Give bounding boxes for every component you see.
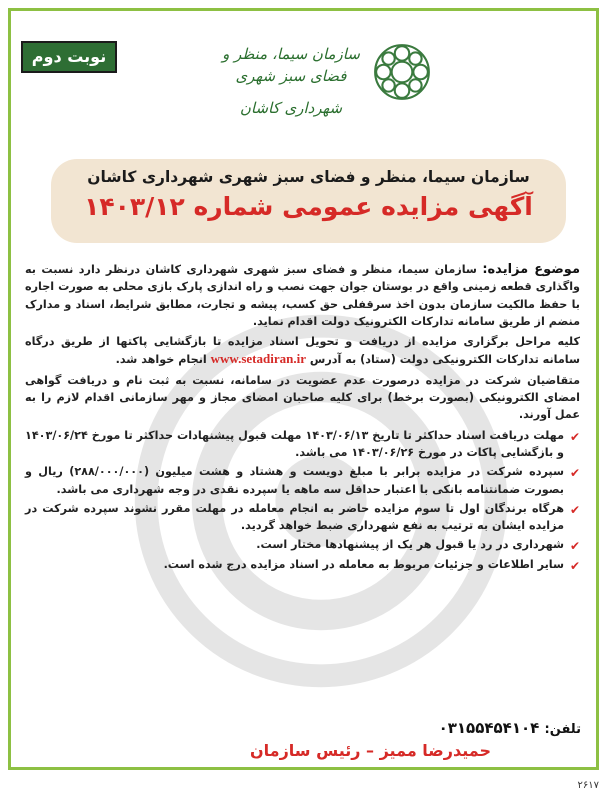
signature: حمیدرضا ممیز – رئیس سازمان [250,741,491,760]
organization-title: سازمان سیما، منظر و فضای سبز شهری شهرداری کاشان [87,168,530,186]
check-icon: ✔ [569,539,580,554]
reference-number: ۲۶۱۷ [577,780,599,791]
list-item: ✔ مهلت دریافت اسناد حداکثر تا تاریخ ۱۴۰۳/۰۶/۱۳ مهلت قبول پیشنهادات حداکثر تا مورخ ۱۴۰۳/۰۶/۲۴ و بازگشایی پاکات در مورخ ۱۴۰۳/۰۶/۲۶ می باشد. [25,428,580,459]
logo-municipality-name: شهرداری کاشان [239,99,343,117]
list-item: ✔ سایر اطلاعات و جزئیات مربوط به معامله در اسناد مزایده درج شده است. [25,556,580,573]
check-icon: ✔ [569,429,580,444]
notice-frame [8,8,599,770]
organization-logo-icon [371,41,433,103]
phone-number: ۰۳۱۵۵۴۵۴۱۰۴ [438,719,540,737]
notice-title: آگهی مزایده عمومی شماره ۱۴۰۳/۱۲ [84,192,533,221]
procedure-text: کلیه مراحل برگزاری مزایده از دریافت و تحویل اسناد مزایده تا بازگشایی پاکتها از طریق درگاه سامانه تدارکات الکترونیکی دولت (ستاد) به آدرس [25,335,580,367]
procedure-paragraph [25,333,580,369]
logo-text [216,43,366,123]
list-item: ✔ سپرده شرکت در مزایده برابر با مبلغ دویست و هشتاد و هشت میلیون (۲۸۸/۰۰۰/۰۰۰) ریال و بصورت ضمانتنامه بانکی با اعتبار حداقل سه ماهه یا سپرده نقدی در وجه شهرداری می باشد. [25,465,580,496]
logo-org-name: سازمان سیما، منظر و فضای سبز شهری [222,45,360,85]
notice-body [25,261,580,575]
subject-paragraph [25,261,580,330]
check-icon: ✔ [569,466,580,481]
subject-text: سازمان سیما، منظر و فضای سبز شهری شهرداری کاشان درنظر دارد نسبت به واگذاری قطعه زمینی واقع در بوستان جوان جهت نصب و راه اندازی پارک بازی محلی به صورت اجاره با حفظ مالکیت سازمان بدون اخذ سرقفلی حق کسب، پیشه و تجارت، مطابق شرایط، اسناد و مدارک منضم از طریق سامانه تدارکات الکترونیک دولت اقدام نماید. [25,263,580,328]
list-item: ✔ شهرداری در رد یا قبول هر یک از پیشنهادها مختار است. [25,536,580,553]
check-icon: ✔ [569,502,580,517]
check-icon: ✔ [569,558,580,573]
phone-label: تلفن: [544,722,581,737]
list-item: ✔ هرگاه برندگان اول تا سوم مزایده حاضر به انجام معامله در مهلت مقرر نشوند سپرده شرکت در مزایده ایشان به ترتیب به نفع شهرداری ضبط خواهد گردید. [25,501,580,533]
procedure-text-end: انجام خواهد شد. [115,353,207,367]
header [11,11,596,146]
publication-round-badge: نوبت دوم [21,41,117,73]
conditions-list [25,427,580,573]
title-box [51,159,566,243]
subject-label: موضوع مزایده: [482,262,580,277]
website-link[interactable]: www.setadiran.ir [210,351,306,367]
registration-paragraph: متقاضیان شرکت در مزایده درصورت عدم عضویت در سامانه، نسبت به ثبت نام و دریافت گواهی امضای الکترونیکی (بصورت برخط) برای کلیه صاحبان امضای مجاز و مهر سازمانی اقدام لازم را به عمل آورند. [25,373,580,422]
phone-row [216,719,581,741]
